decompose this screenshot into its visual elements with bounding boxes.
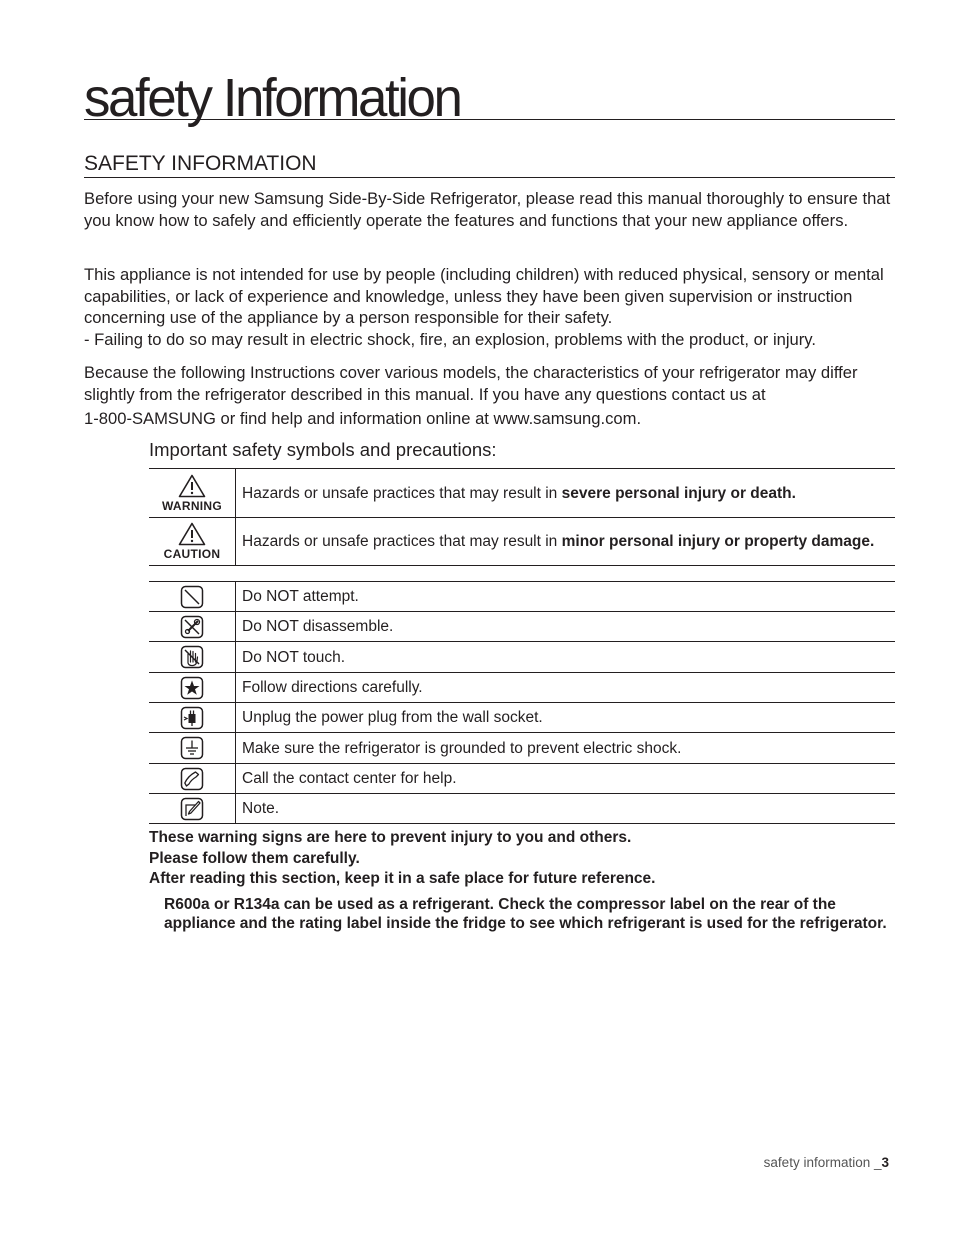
contact-text: 1-800-SAMSUNG or find help and information online at www.samsung.com.: [84, 409, 642, 428]
capabilities-paragraph: [84, 264, 896, 350]
symbol-description: Call the contact center for help.: [236, 764, 896, 794]
page-footer: [764, 1155, 889, 1170]
caution-text-prefix: Hazards or unsafe practices that may result in: [242, 533, 562, 550]
symbol-description: Make sure the refrigerator is grounded to prevent electric shock.: [236, 733, 896, 764]
failure-warning-text: - Failing to do so may result in electric shock, fire, an explosion, problems with the product, or injury.: [84, 329, 816, 349]
note-line: After reading this section, keep it in a safe place for future reference.: [149, 870, 656, 888]
unplug-icon: [180, 706, 204, 730]
prohibited-icon: [180, 585, 204, 609]
footer-text: safety information _: [763, 1155, 882, 1170]
warning-symbol-cell: [149, 469, 236, 518]
page-title: safety Information: [84, 70, 895, 120]
warning-text-prefix: Hazards or unsafe practices that may result in: [242, 484, 562, 502]
table-row: [149, 642, 895, 673]
warning-notes: [149, 828, 655, 890]
warning-text-bold: severe personal injury or death.: [561, 484, 796, 502]
table-row: [149, 469, 895, 518]
symbol-description: Unplug the power plug from the wall socket.: [236, 703, 896, 733]
symbols-heading: Important safety symbols and precautions:: [149, 439, 497, 460]
table-row: [149, 764, 895, 794]
hazards-table: [149, 468, 895, 566]
table-row: [149, 733, 895, 764]
caution-triangle-icon: [178, 522, 206, 546]
table-row: [149, 518, 895, 566]
caution-text-bold: minor personal injury or property damage.: [561, 533, 875, 550]
table-row: [149, 703, 895, 733]
star-icon: [180, 676, 204, 700]
table-row: [149, 612, 895, 642]
refrigerant-note: R600a or R134a can be used as a refrigerant. Check the compressor label on the rear of the appliance and the rating label inside the fridge to see which refrigerant is used for the refrigerator.: [164, 896, 887, 932]
page-number: 3: [881, 1155, 889, 1170]
no-touch-icon: [180, 645, 204, 669]
ground-icon: [180, 736, 204, 760]
note-line: These warning signs are here to prevent injury to you and others.: [149, 829, 632, 846]
capabilities-text: This appliance is not intended for use by people (including children) with reduced physical, sensory or mental capabilities, or lack of experience and knowledge, unless they have been given supervision or instruction concerning use of the appliance by a person responsible for their safety.: [84, 265, 884, 327]
note-icon: [180, 797, 204, 821]
phone-icon: [180, 767, 204, 791]
models-text: Because the following Instructions cover various models, the characteristics of your refrigerator may differ slightly from the refrigerator described in this manual. If you have any questions contact us at: [84, 363, 858, 404]
table-row: [149, 794, 895, 824]
caution-label: CAUTION: [163, 547, 221, 561]
table-row: [149, 582, 895, 612]
symbol-description: Note.: [236, 794, 896, 824]
symbol-description: Do NOT touch.: [236, 642, 896, 673]
warning-description: [236, 469, 896, 518]
table-row: [149, 673, 895, 703]
symbol-description: Follow directions carefully.: [236, 673, 896, 703]
section-heading: SAFETY INFORMATION: [84, 151, 895, 178]
caution-symbol-cell: [149, 518, 236, 566]
warning-triangle-icon: [178, 474, 206, 498]
symbol-description: Do NOT disassemble.: [236, 612, 896, 642]
symbol-description: Do NOT attempt.: [236, 582, 896, 612]
caution-description: [236, 518, 896, 566]
models-paragraph: [84, 362, 896, 430]
intro-paragraph: Before using your new Samsung Side-By-Side Refrigerator, please read this manual thoroughly to ensure that you know how to safely and efficiently operate the features and functions that your new appliance offers.: [84, 189, 891, 230]
warning-label: WARNING: [161, 498, 223, 513]
note-line: Please follow them carefully.: [149, 849, 360, 867]
no-disassemble-icon: [180, 615, 204, 639]
symbols-table: [149, 581, 895, 824]
